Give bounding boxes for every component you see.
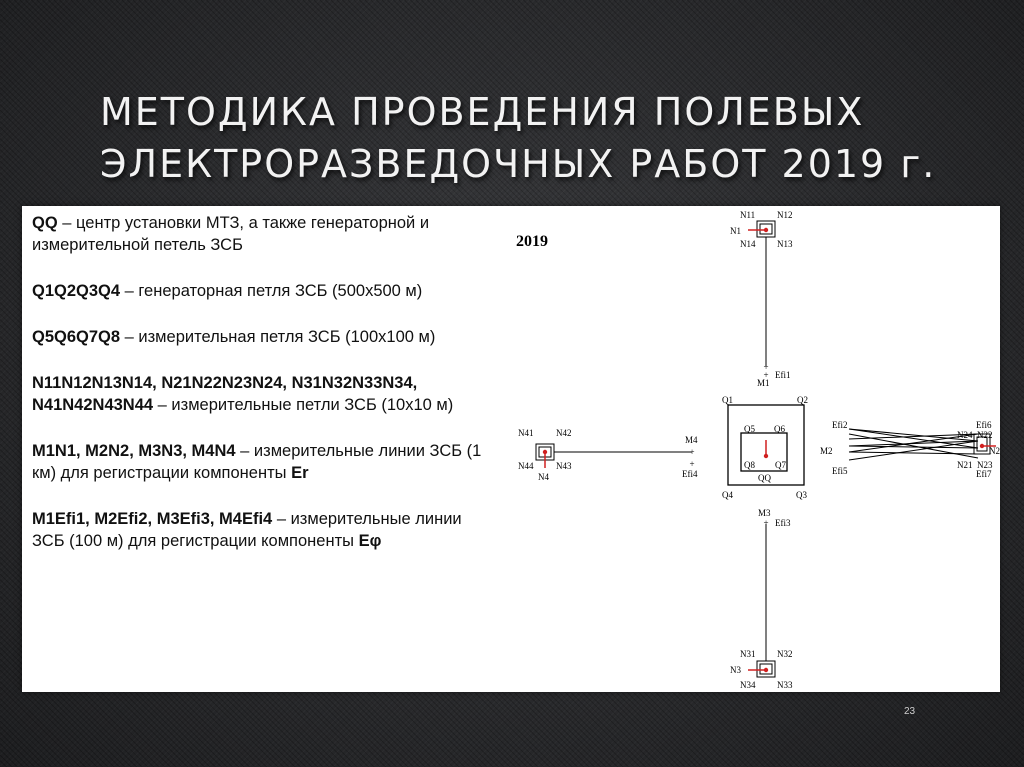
marker-m4: + bbox=[689, 447, 695, 457]
label-efi6: Efi6 bbox=[976, 420, 992, 430]
label-n34: N34 bbox=[740, 680, 756, 690]
loop-n3 bbox=[757, 524, 775, 677]
title-line-2: ЭЛЕКТРОРАЗВЕДОЧНЫХ РАБОТ 2019 г. bbox=[100, 142, 937, 186]
label-q3: Q3 bbox=[796, 490, 807, 500]
content-panel bbox=[22, 206, 1000, 692]
label-n32: N32 bbox=[777, 649, 793, 659]
legend-item: M1Efi1, M2Efi2, M3Efi3, M4Efi4 – измерительные линии ЗСБ (100 м) для регистрации компоненты Eφ bbox=[32, 510, 462, 550]
label-n22: N22 bbox=[977, 430, 993, 440]
label-q5: Q5 bbox=[744, 424, 755, 434]
marker-m3: + bbox=[763, 518, 769, 528]
label-n4: N4 bbox=[538, 472, 549, 482]
label-efi3: Efi3 bbox=[775, 518, 791, 528]
label-m4: M4 bbox=[685, 435, 698, 445]
label-qq: QQ bbox=[758, 473, 771, 483]
slide-title bbox=[100, 86, 980, 190]
page-number: 23 bbox=[904, 706, 916, 717]
legend-text bbox=[32, 212, 492, 576]
label-m3: M3 bbox=[758, 508, 771, 518]
label-n33: N33 bbox=[777, 680, 793, 690]
label-efi1: Efi1 bbox=[775, 370, 791, 380]
loop-n4 bbox=[536, 444, 695, 460]
label-n24: N24 bbox=[957, 430, 973, 440]
label-n13: N13 bbox=[777, 239, 793, 249]
label-n3: N3 bbox=[730, 665, 741, 675]
n2-point bbox=[980, 444, 984, 448]
loop-n1 bbox=[757, 221, 775, 366]
marker-efi1: + bbox=[763, 370, 769, 380]
label-n43: N43 bbox=[556, 461, 572, 471]
marker-m1: + bbox=[763, 362, 769, 372]
n1-point bbox=[764, 228, 768, 232]
label-n12: N12 bbox=[777, 210, 793, 220]
label-n41: N41 bbox=[518, 428, 534, 438]
label-n31: N31 bbox=[740, 649, 756, 659]
legend-item: Q5Q6Q7Q8 – измерительная петля ЗСБ (100х100 м) bbox=[32, 328, 436, 346]
label-efi5: Efi5 bbox=[832, 466, 848, 476]
legend-item: Q1Q2Q3Q4 – генераторная петля ЗСБ (500х500 м) bbox=[32, 282, 423, 300]
legend-item: M1N1, M2N2, M3N3, M4N4 – измерительные линии ЗСБ (1 км) для регистрации компоненты Er bbox=[32, 442, 482, 482]
legend-item: QQ – центр установки МТЗ, а также генераторной и измерительной петель ЗСБ bbox=[32, 214, 430, 254]
label-q4: Q4 bbox=[722, 490, 733, 500]
label-n14: N14 bbox=[740, 239, 756, 249]
label-efi4: Efi4 bbox=[682, 469, 698, 479]
label-q1: Q1 bbox=[722, 395, 733, 405]
label-efi7: Efi7 bbox=[976, 469, 992, 479]
label-q2: Q2 bbox=[797, 395, 808, 405]
qq-point bbox=[764, 454, 768, 458]
label-efi2: Efi2 bbox=[832, 420, 848, 430]
label-n11: N11 bbox=[740, 210, 756, 220]
year-label: 2019 bbox=[516, 233, 548, 250]
label-n1: N1 bbox=[730, 226, 741, 236]
label-q7: Q7 bbox=[775, 460, 786, 470]
label-q8: Q8 bbox=[744, 460, 755, 470]
label-q6: Q6 bbox=[774, 424, 785, 434]
n3-point bbox=[764, 668, 768, 672]
label-m1: M1 bbox=[757, 378, 770, 388]
label-n2: N2 bbox=[989, 446, 1000, 456]
title-line-1: МЕТОДИКА ПРОВЕДЕНИЯ ПОЛЕВЫХ bbox=[100, 90, 865, 134]
survey-layout-diagram bbox=[492, 206, 1000, 692]
label-n42: N42 bbox=[556, 428, 572, 438]
label-m2: M2 bbox=[820, 446, 833, 456]
label-n23: N23 bbox=[977, 460, 993, 470]
label-n21: N21 bbox=[957, 460, 973, 470]
label-n44: N44 bbox=[518, 461, 534, 471]
n4-point bbox=[543, 450, 547, 454]
marker-efi4: + bbox=[689, 459, 695, 469]
legend-item: N11N12N13N14, N21N22N23N24, N31N32N33N34, N41N42N43N44 – измерительные петли ЗСБ (10х10 м) bbox=[32, 374, 454, 414]
